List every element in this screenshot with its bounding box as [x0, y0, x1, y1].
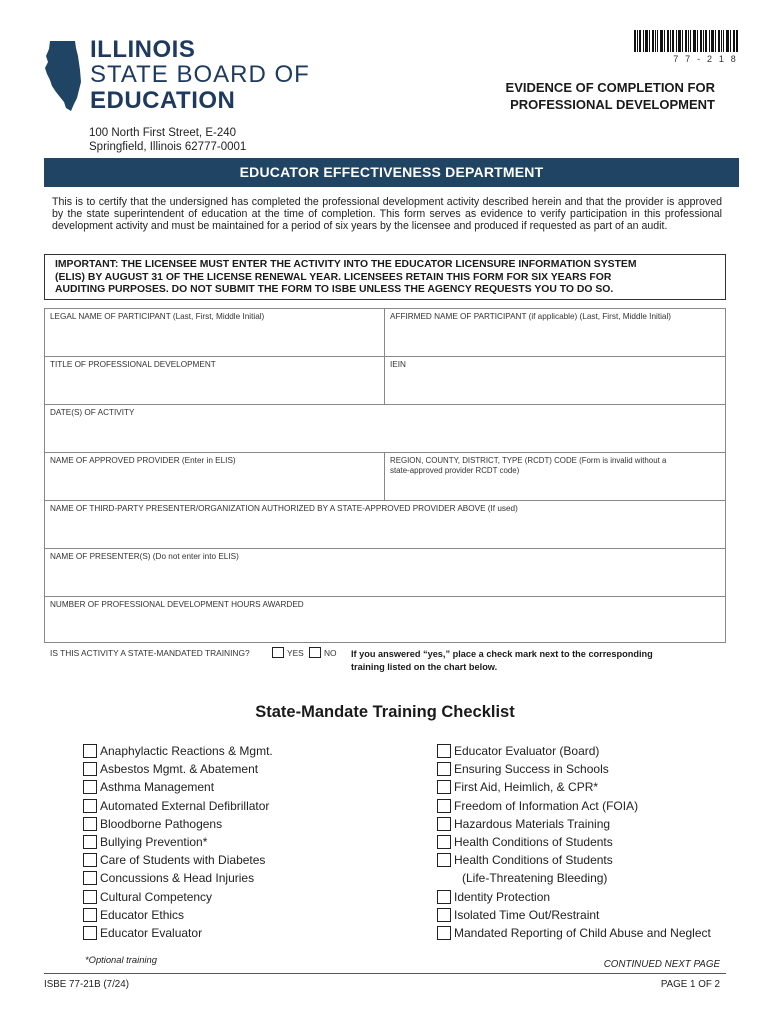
yes-instruction-line-2: training listed on the chart below.	[351, 661, 498, 672]
department-banner: EDUCATOR EFFECTIVENESS DEPARTMENT	[44, 158, 739, 187]
form-title-line-2: PROFESSIONAL DEVELOPMENT	[510, 97, 715, 112]
training-label: Care of Students with Diabetes	[100, 853, 266, 868]
training-checkbox[interactable]	[437, 890, 451, 904]
training-label: Asthma Management	[100, 780, 215, 795]
provider-field[interactable]	[48, 466, 380, 496]
training-checkbox[interactable]	[83, 817, 97, 831]
training-checkbox[interactable]	[83, 890, 97, 904]
logo-line-1: ILLINOIS	[90, 36, 196, 63]
important-notice	[44, 254, 726, 300]
training-label: Educator Evaluator	[100, 926, 203, 940]
training-checkbox[interactable]	[83, 744, 97, 758]
form-title	[440, 79, 715, 113]
training-checkbox[interactable]	[437, 780, 451, 794]
agency-address	[89, 126, 246, 154]
training-label: Automated External Defibrillator	[100, 798, 270, 813]
training-label: Bloodborne Pathogens	[100, 816, 223, 831]
training-label: Health Conditions of Students	[454, 853, 613, 868]
hours-label: NUMBER OF PROFESSIONAL DEVELOPMENT HOURS AWARDED	[50, 600, 304, 609]
training-checkbox[interactable]	[83, 780, 97, 794]
training-checkbox[interactable]	[437, 817, 451, 831]
logo-line-2: STATE BOARD OF	[90, 61, 310, 88]
yes-instruction	[351, 648, 721, 673]
training-checkbox[interactable]	[437, 744, 451, 758]
training-label: Isolated Time Out/Restraint	[454, 907, 600, 922]
form-title-line-1: EVIDENCE OF COMPLETION FOR	[505, 80, 715, 95]
no-checkbox[interactable]	[309, 647, 321, 658]
mandated-question: IS THIS ACTIVITY A STATE-MANDATED TRAINING?	[50, 648, 250, 658]
yes-label: YES	[287, 648, 304, 658]
rcdt-label-line-1: REGION, COUNTY, DISTRICT, TYPE (RCDT) CODE (Form is invalid without a	[390, 456, 667, 465]
training-checkbox[interactable]	[437, 762, 451, 776]
provider-label: NAME OF APPROVED PROVIDER (Enter in ELIS)	[50, 456, 236, 465]
training-label: Asbestos Mgmt. & Abatement	[100, 762, 259, 777]
iein-label: IEIN	[390, 360, 406, 369]
training-checkbox[interactable]	[437, 853, 451, 867]
training-label: Freedom of Information Act (FOIA)	[454, 798, 639, 813]
pd-title-field[interactable]	[48, 370, 380, 400]
training-label: Concussions & Head Injuries	[100, 871, 255, 886]
training-label: Educator Evaluator (Board)	[454, 744, 600, 758]
training-label: Identity Protection	[454, 889, 551, 904]
footer-divider	[44, 973, 726, 974]
isbe-logo	[44, 38, 314, 114]
training-label: Anaphylactic Reactions & Mgmt.	[100, 744, 273, 758]
training-label: Cultural Competency	[100, 889, 213, 904]
third-party-field[interactable]	[48, 514, 722, 544]
training-checkbox[interactable]	[83, 835, 97, 849]
affirmed-name-field[interactable]	[388, 322, 722, 352]
training-checkbox[interactable]	[83, 908, 97, 922]
yes-instruction-line-1: If you answered “yes,” place a check mark next to the corresponding	[351, 649, 653, 659]
illinois-state-icon	[44, 40, 84, 112]
important-line-1: IMPORTANT: THE LICENSEE MUST ENTER THE ACTIVITY INTO THE EDUCATOR LICENSURE INFORMATION SYSTEM	[55, 259, 637, 270]
training-checkbox[interactable]	[437, 908, 451, 922]
dates-label: DATE(S) OF ACTIVITY	[50, 408, 135, 417]
training-label: Bullying Prevention*	[100, 835, 208, 849]
address-line-2: Springfield, Illinois 62777-0001	[89, 141, 247, 153]
training-label: Educator Ethics	[100, 907, 185, 922]
important-line-3: AUDITING PURPOSES. DO NOT SUBMIT THE FORM TO ISBE UNLESS THE AGENCY REQUESTS YOU TO DO SO.	[55, 284, 614, 295]
training-label: First Aid, Heimlich, & CPR*	[454, 780, 599, 795]
training-label: Ensuring Success in Schools	[454, 762, 609, 777]
hours-field[interactable]	[48, 610, 722, 640]
rcdt-label-line-2: state-approved provider RCDT code)	[390, 466, 520, 475]
certification-text: This is to certify that the undersigned has completed the professional development activity described herein and that the provider is approved by the state superintendent of education at the time of completion. This form serves as evidence to verify participation in this professional development activity and must be maintained for a period of six years by the licensee and produced if requested as part of an audit.	[52, 196, 722, 233]
training-checkbox[interactable]	[437, 835, 451, 849]
checklist-title: State-Mandate Training Checklist	[255, 703, 515, 721]
grid-divider	[384, 452, 385, 500]
pd-title-label: TITLE OF PROFESSIONAL DEVELOPMENT	[50, 360, 216, 369]
training-label: Mandated Reporting of Child Abuse and Neglect	[454, 926, 711, 940]
address-line-1: 100 North First Street, E-240	[89, 127, 237, 139]
training-label: (Life-Threatening Bleeding)	[462, 871, 608, 886]
page-number: PAGE 1 OF 2	[660, 979, 720, 990]
training-label: Health Conditions of Students	[454, 835, 613, 849]
training-checkbox[interactable]	[83, 871, 97, 885]
training-checkbox[interactable]	[437, 926, 451, 940]
important-line-2: (ELIS) BY AUGUST 31 OF THE LICENSE RENEWAL YEAR. LICENSEES RETAIN THIS FORM FOR SIX YEARS FOR	[55, 271, 612, 283]
yes-checkbox[interactable]	[272, 647, 284, 658]
grid-bottom-border	[44, 642, 726, 643]
logo-line-3: EDUCATION	[90, 87, 236, 114]
training-checkbox[interactable]	[437, 799, 451, 813]
rcdt-field[interactable]	[388, 478, 722, 496]
presenters-label: NAME OF PRESENTER(S) (Do not enter into ELIS)	[50, 552, 239, 561]
legal-name-label: LEGAL NAME OF PARTICIPANT (Last, First, Middle Initial)	[50, 312, 265, 321]
dates-field[interactable]	[48, 418, 722, 448]
training-label: Hazardous Materials Training	[454, 816, 611, 831]
presenters-field[interactable]	[48, 562, 722, 592]
barcode-icon	[634, 30, 738, 52]
affirmed-name-label: AFFIRMED NAME OF PARTICIPANT (if applicable) (Last, First, Middle Initial)	[390, 312, 672, 321]
no-label: NO	[324, 648, 337, 658]
rcdt-label	[390, 456, 666, 476]
barcode-number: 7 7 - 2 1 8	[673, 54, 738, 64]
third-party-label: NAME OF THIRD-PARTY PRESENTER/ORGANIZATION AUTHORIZED BY A STATE-APPROVED PROVIDER ABOVE (If used)	[50, 504, 518, 513]
form-code: ISBE 77-21B (7/24)	[44, 979, 129, 990]
training-checkbox[interactable]	[83, 926, 97, 940]
training-checkbox[interactable]	[83, 799, 97, 813]
training-checkbox[interactable]	[83, 853, 97, 867]
continued-next-page: CONTINUED NEXT PAGE	[603, 959, 720, 970]
iein-field[interactable]	[388, 370, 722, 400]
training-checkbox[interactable]	[83, 762, 97, 776]
legal-name-field[interactable]	[48, 322, 380, 352]
optional-training-note: *Optional training	[85, 954, 157, 965]
